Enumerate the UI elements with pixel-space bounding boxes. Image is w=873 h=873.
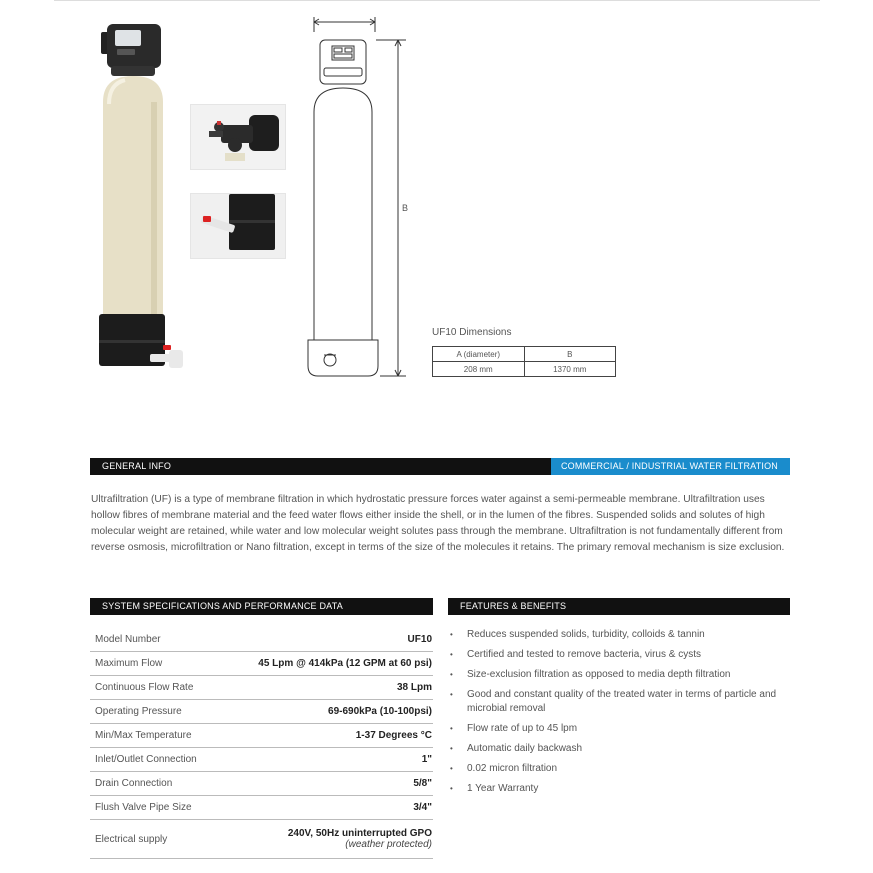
spec-value: 38 Lpm	[396, 682, 432, 693]
spec-value-note: (weather protected)	[345, 839, 432, 850]
dims-value-a: 208 mm	[433, 362, 525, 377]
features-title: FEATURES & BENEFITS	[460, 601, 567, 611]
spec-value: 3/4"	[413, 802, 432, 813]
general-info-bar	[90, 458, 790, 475]
dims-value-b: 1370 mm	[524, 362, 616, 377]
dims-header-a: A (diameter)	[433, 347, 525, 362]
dimension-b-label: B	[402, 203, 409, 213]
list-item: • Good and constant quality of the treated water in terms of particle and microbial removal	[450, 688, 790, 716]
control-valve-photo	[190, 104, 286, 170]
table-row	[90, 652, 433, 676]
table-row	[90, 676, 433, 700]
table-row	[90, 796, 433, 820]
dimensions-table	[432, 346, 616, 377]
list-item: • Size-exclusion filtration as opposed to media depth filtration	[450, 668, 790, 682]
product-photo	[95, 18, 195, 388]
specs-bar	[90, 598, 433, 615]
dimension-drawing	[290, 10, 425, 385]
general-info-text: Ultrafiltration (UF) is a type of membrane filtration in which hydrostatic pressure forces water against a semi-permeable membrane. Ultrafiltration uses hollow fibres of membrane material and the feed water flows either inside the shell, or in the lumen of the fibres. Suspended solids and solutes of high molecular weight are retained, while water and low molecular weight solutes pass through the membrane. Ultrafiltration is not fundamentally different from reverse osmosis, microfiltration or Nano filtration, except in terms of the size of the molecules it retains. The primary removal mechanism is size exclusion.	[91, 494, 785, 553]
spec-label: Inlet/Outlet Connection	[95, 754, 197, 765]
table-row	[90, 748, 433, 772]
list-item: • Certified and tested to remove bacteria, virus & cysts	[450, 648, 790, 662]
table-row	[90, 700, 433, 724]
spec-label: Electrical supply	[95, 833, 168, 845]
table-row	[90, 724, 433, 748]
list-item: • Flow rate of up to 45 lpm	[450, 722, 790, 736]
spec-label: Continuous Flow Rate	[95, 682, 194, 693]
table-row	[90, 820, 433, 859]
general-info-title: GENERAL INFO	[102, 461, 172, 471]
dimensions-title: UF10 Dimensions	[432, 327, 512, 338]
category-tag: COMMERCIAL / INDUSTRIAL WATER FILTRATION	[551, 458, 790, 475]
spec-value: UF10	[407, 634, 432, 645]
spec-value-main: 240V, 50Hz uninterrupted GPO	[287, 828, 432, 839]
features-list	[450, 628, 790, 802]
spec-label: Model Number	[95, 634, 161, 645]
spec-value: 5/8"	[413, 778, 432, 789]
spec-value: 69-690kPa (10-100psi)	[328, 706, 432, 717]
specs-table	[90, 628, 433, 859]
list-item: • Reduces suspended solids, turbidity, colloids & tannin	[450, 628, 790, 642]
spec-label: Drain Connection	[95, 778, 173, 789]
spec-value: 45 Lpm @ 414kPa (12 GPM at 60 psi)	[258, 658, 432, 669]
list-item: • Automatic daily backwash	[450, 742, 790, 756]
spec-value	[288, 828, 433, 850]
spec-label: Operating Pressure	[95, 706, 182, 717]
list-item: • 1 Year Warranty	[450, 782, 790, 796]
dims-header-b: B	[524, 347, 616, 362]
spec-label: Flush Valve Pipe Size	[95, 802, 192, 813]
top-divider	[54, 0, 820, 1]
spec-label: Maximum Flow	[95, 658, 163, 669]
spec-label: Min/Max Temperature	[95, 730, 192, 741]
features-bar	[448, 598, 790, 615]
table-row	[90, 628, 433, 652]
spec-value: 1-37 Degrees °C	[355, 730, 432, 741]
spec-value: 1"	[421, 754, 432, 765]
specs-title: SYSTEM SPECIFICATIONS AND PERFORMANCE DATA	[102, 601, 343, 611]
drain-valve-photo	[190, 193, 286, 259]
table-row	[90, 772, 433, 796]
list-item: • 0.02 micron filtration	[450, 762, 790, 776]
